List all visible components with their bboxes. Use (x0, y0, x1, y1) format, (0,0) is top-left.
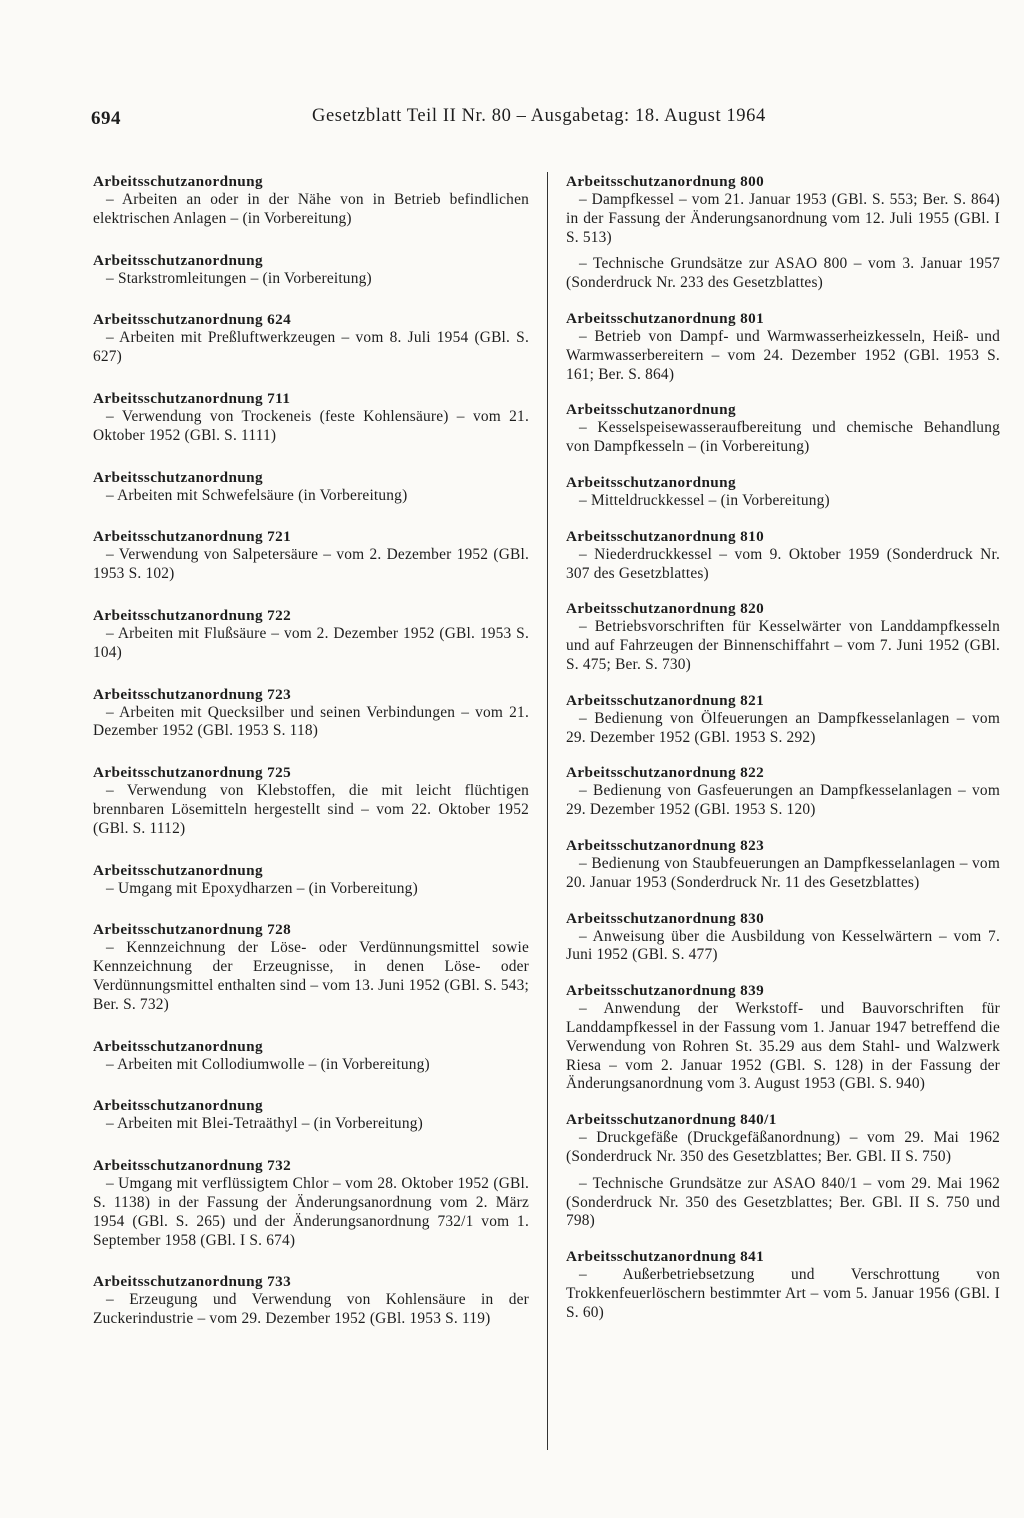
regulation-entry (93, 172, 529, 229)
regulation-heading: Arbeitsschutzanordnung (93, 251, 263, 269)
regulation-heading: Arbeitsschutzanordnung (566, 401, 736, 419)
regulation-heading: Arbeitsschutzanordnung 800 (566, 173, 765, 190)
regulation-text: – Außerbetriebsetzung und Verschrottung von Trokkenfeuerlöschern bestimmter Art – vom 5. Januar 1956 (GBl. I S. 60) (566, 1266, 1000, 1321)
regulation-text: – Kennzeichnung der Löse- oder Verdünnungsmittel sowie Kennzeichnung der Erzeugnisse, in denen Löse- oder Verdünnungsmittel enthalten sind – vom 13. Juni 1952 (GBl. S. 543; Ber. S. 732) (93, 939, 529, 1013)
regulation-text: – Technische Grundsätze zur ASAO 800 – vom 3. Januar 1957 (Sonderdruck Nr. 233 des Gesetzblattes) (566, 255, 1000, 292)
regulation-entry (93, 251, 529, 289)
regulation-entry (93, 527, 529, 584)
regulation-entry (566, 981, 1000, 1094)
regulation-text: – Umgang mit verflüssigtem Chlor – vom 28. Oktober 1952 (GBl. S. 1138) in der Fassung der Änderungsanordnung vom 2. März 1954 (GBl. S. 265) und der Änderungsanordnung 732/1 vom 1. September 1958 (GBl. I S. 674) (93, 1175, 529, 1249)
column-divider (547, 172, 548, 1450)
regulation-entry (93, 1156, 529, 1250)
regulation-text: – Arbeiten mit Flußsäure – vom 2. Dezember 1952 (GBl. 1953 S. 104) (93, 624, 529, 661)
regulation-text: – Druckgefäße (Druckgefäßanordnung) – vom 29. Mai 1962 (Sonderdruck Nr. 350 des Gesetzblattes; Ber. GBl. II S. 750) (566, 1129, 1000, 1165)
page-number: 694 (91, 108, 121, 129)
regulation-entry (566, 309, 1000, 384)
regulation-heading: Arbeitsschutzanordnung (566, 473, 736, 491)
regulation-heading: Arbeitsschutzanordnung 801 (566, 309, 765, 327)
regulation-text: – Bedienung von Gasfeuerungen an Dampfkesselanlagen – vom 29. Dezember 1952 (GBl. 1953 S. 120) (566, 782, 1000, 819)
regulation-entry (93, 763, 529, 838)
regulation-text: – Verwendung von Salpetersäure – vom 2. Dezember 1952 (GBl. 1953 S. 102) (93, 546, 529, 583)
regulation-heading: Arbeitsschutzanordnung 711 (93, 389, 291, 407)
regulation-entry (566, 172, 1000, 293)
regulation-entry (93, 1096, 529, 1134)
regulation-heading: Arbeitsschutzanordnung 822 (566, 764, 765, 782)
regulation-text: – Verwendung von Trockeneis (feste Kohlensäure) – vom 21. Oktober 1952 (GBl. S. 1111) (93, 407, 529, 444)
regulation-text: – Bedienung von Staubfeuerungen an Dampfkesselanlagen – vom 20. Januar 1953 (Sonderdruck Nr. 11 des Gesetzblattes) (566, 854, 1000, 891)
regulation-heading: Arbeitsschutzanordnung (93, 173, 263, 190)
regulation-entry (93, 861, 529, 899)
regulation-entry (93, 389, 529, 446)
regulation-heading: Arbeitsschutzanordnung 728 (93, 921, 292, 939)
regulation-heading: Arbeitsschutzanordnung 840/1 (566, 1111, 777, 1129)
regulation-entry (566, 1110, 1000, 1231)
regulation-heading: Arbeitsschutzanordnung 821 (566, 691, 765, 709)
regulation-entry (93, 1272, 529, 1329)
regulation-text: – Arbeiten an oder in der Nähe von in Betrieb befindlichen elektrischen Anlagen – (in Vorbereitung) (93, 191, 529, 227)
regulation-heading: Arbeitsschutzanordnung 624 (93, 311, 292, 329)
regulation-entry (93, 685, 529, 742)
regulation-text: – Arbeiten mit Collodiumwolle – (in Vorbereitung) (106, 1055, 430, 1073)
regulation-text: – Erzeugung und Verwendung von Kohlensäure in der Zuckerindustrie – vom 29. Dezember 1952 (GBl. 1953 S. 119) (93, 1291, 529, 1328)
regulation-text: – Arbeiten mit Blei-Tetraäthyl – (in Vorbereitung) (106, 1115, 423, 1133)
regulation-text: – Arbeiten mit Preßluftwerkzeugen – vom 8. Juli 1954 (GBl. S. 627) (93, 329, 529, 366)
regulation-entry (93, 1037, 529, 1075)
regulation-heading: Arbeitsschutzanordnung 830 (566, 909, 765, 927)
regulation-entry (566, 691, 1000, 748)
regulation-heading: Arbeitsschutzanordnung (93, 1097, 263, 1115)
regulation-text: – Arbeiten mit Schwefelsäure (in Vorbereitung) (106, 486, 408, 504)
regulation-entry (93, 920, 529, 1014)
regulation-entry (93, 468, 529, 506)
regulation-entry (93, 606, 529, 663)
regulation-text: – Anwendung der Werkstoff- und Bauvorschriften für Landdampfkessel in der Fassung vom 1. Januar 1947 betreffend die Verwendung von Rohren St. 35.29 aus dem Stahl- und Walzwerk Riesa – vom 2. Januar 1952 (GBl. S. 128) in der Fassung der Änderungsanordnung vom 3. August 1953 (GBl. S. 940) (566, 1000, 1000, 1093)
regulation-text: – Anweisung über die Ausbildung von Kesselwärtern – vom 7. Juni 1952 (GBl. S. 477) (566, 927, 1000, 964)
regulation-entry (566, 473, 1000, 511)
regulation-text: – Umgang mit Epoxydharzen – (in Vorbereitung) (106, 879, 418, 897)
regulation-entry (566, 909, 1000, 966)
regulation-text: – Betrieb von Dampf- und Warmwasserheizkesseln, Heiß- und Warmwasserbereitern – vom 24. Dezember 1952 (GBl. 1953 S. 161; Ber. S. 864) (566, 327, 1000, 383)
regulation-entry (566, 1247, 1000, 1322)
regulation-entry (566, 763, 1000, 820)
regulation-text: – Bedienung von Ölfeuerungen an Dampfkesselanlagen – vom 29. Dezember 1952 (GBl. 1953 S. 292) (566, 709, 1000, 746)
regulation-entry (93, 310, 529, 367)
right-column (566, 172, 1000, 1338)
regulation-text: – Betriebsvorschriften für Kesselwärter von Landdampfkesseln und auf Fahrzeugen der Binnenschiffahrt – vom 7. Juni 1952 (GBl. S. 475; Ber. S. 730) (566, 618, 1000, 673)
regulation-text: – Kesselspeisewasseraufbereitung und chemische Behandlung von Dampfkesseln – (in Vorbereitung) (566, 419, 1000, 456)
regulation-heading: Arbeitsschutzanordnung 732 (93, 1157, 292, 1175)
running-head: Gesetzblatt Teil II Nr. 80 – Ausgabetag: 18. August 1964 (312, 106, 766, 126)
regulation-heading: Arbeitsschutzanordnung (93, 1037, 263, 1055)
regulation-heading: Arbeitsschutzanordnung 725 (93, 764, 292, 782)
regulation-entry (566, 599, 1000, 674)
regulation-text: – Technische Grundsätze zur ASAO 840/1 – vom 29. Mai 1962 (Sonderdruck Nr. 350 des Gesetzblattes; Ber. GBl. II S. 750 und 798) (566, 1174, 1000, 1230)
regulation-text: – Starkstromleitungen – (in Vorbereitung) (106, 269, 372, 287)
regulation-heading: Arbeitsschutzanordnung 841 (566, 1248, 765, 1266)
regulation-heading: Arbeitsschutzanordnung 721 (93, 528, 292, 546)
regulation-heading: Arbeitsschutzanordnung 823 (566, 836, 765, 854)
regulation-entry (566, 400, 1000, 457)
regulation-text: – Mitteldruckkessel – (in Vorbereitung) (579, 491, 830, 509)
regulation-entry (566, 836, 1000, 893)
regulation-text: – Niederdruckkessel – vom 9. Oktober 1959 (Sonderdruck Nr. 307 des Gesetzblattes) (566, 545, 1000, 582)
regulation-heading: Arbeitsschutzanordnung 723 (93, 685, 292, 703)
regulation-heading: Arbeitsschutzanordnung 820 (566, 600, 765, 618)
regulation-heading: Arbeitsschutzanordnung (93, 861, 263, 879)
regulation-heading: Arbeitsschutzanordnung (93, 468, 263, 486)
regulation-text: – Arbeiten mit Quecksilber und seinen Verbindungen – vom 21. Dezember 1952 (GBl. 1953 S. 118) (93, 703, 529, 740)
regulation-heading: Arbeitsschutzanordnung 722 (93, 606, 292, 624)
regulation-entry (566, 527, 1000, 584)
left-column (93, 172, 529, 1351)
regulation-text: – Dampfkessel – vom 21. Januar 1953 (GBl. S. 553; Ber. S. 864) in der Fassung der Änderungsanordnung vom 12. Juli 1955 (GBl. I S. 513) (566, 191, 1000, 246)
regulation-text: – Verwendung von Klebstoffen, die mit leicht flüchtigen brennbaren Lösemitteln hergestellt sind – vom 22. Oktober 1952 (GBl. S. 1112) (93, 782, 529, 837)
regulation-heading: Arbeitsschutzanordnung 810 (566, 527, 765, 545)
regulation-heading: Arbeitsschutzanordnung 839 (566, 982, 765, 1000)
regulation-heading: Arbeitsschutzanordnung 733 (93, 1273, 292, 1291)
